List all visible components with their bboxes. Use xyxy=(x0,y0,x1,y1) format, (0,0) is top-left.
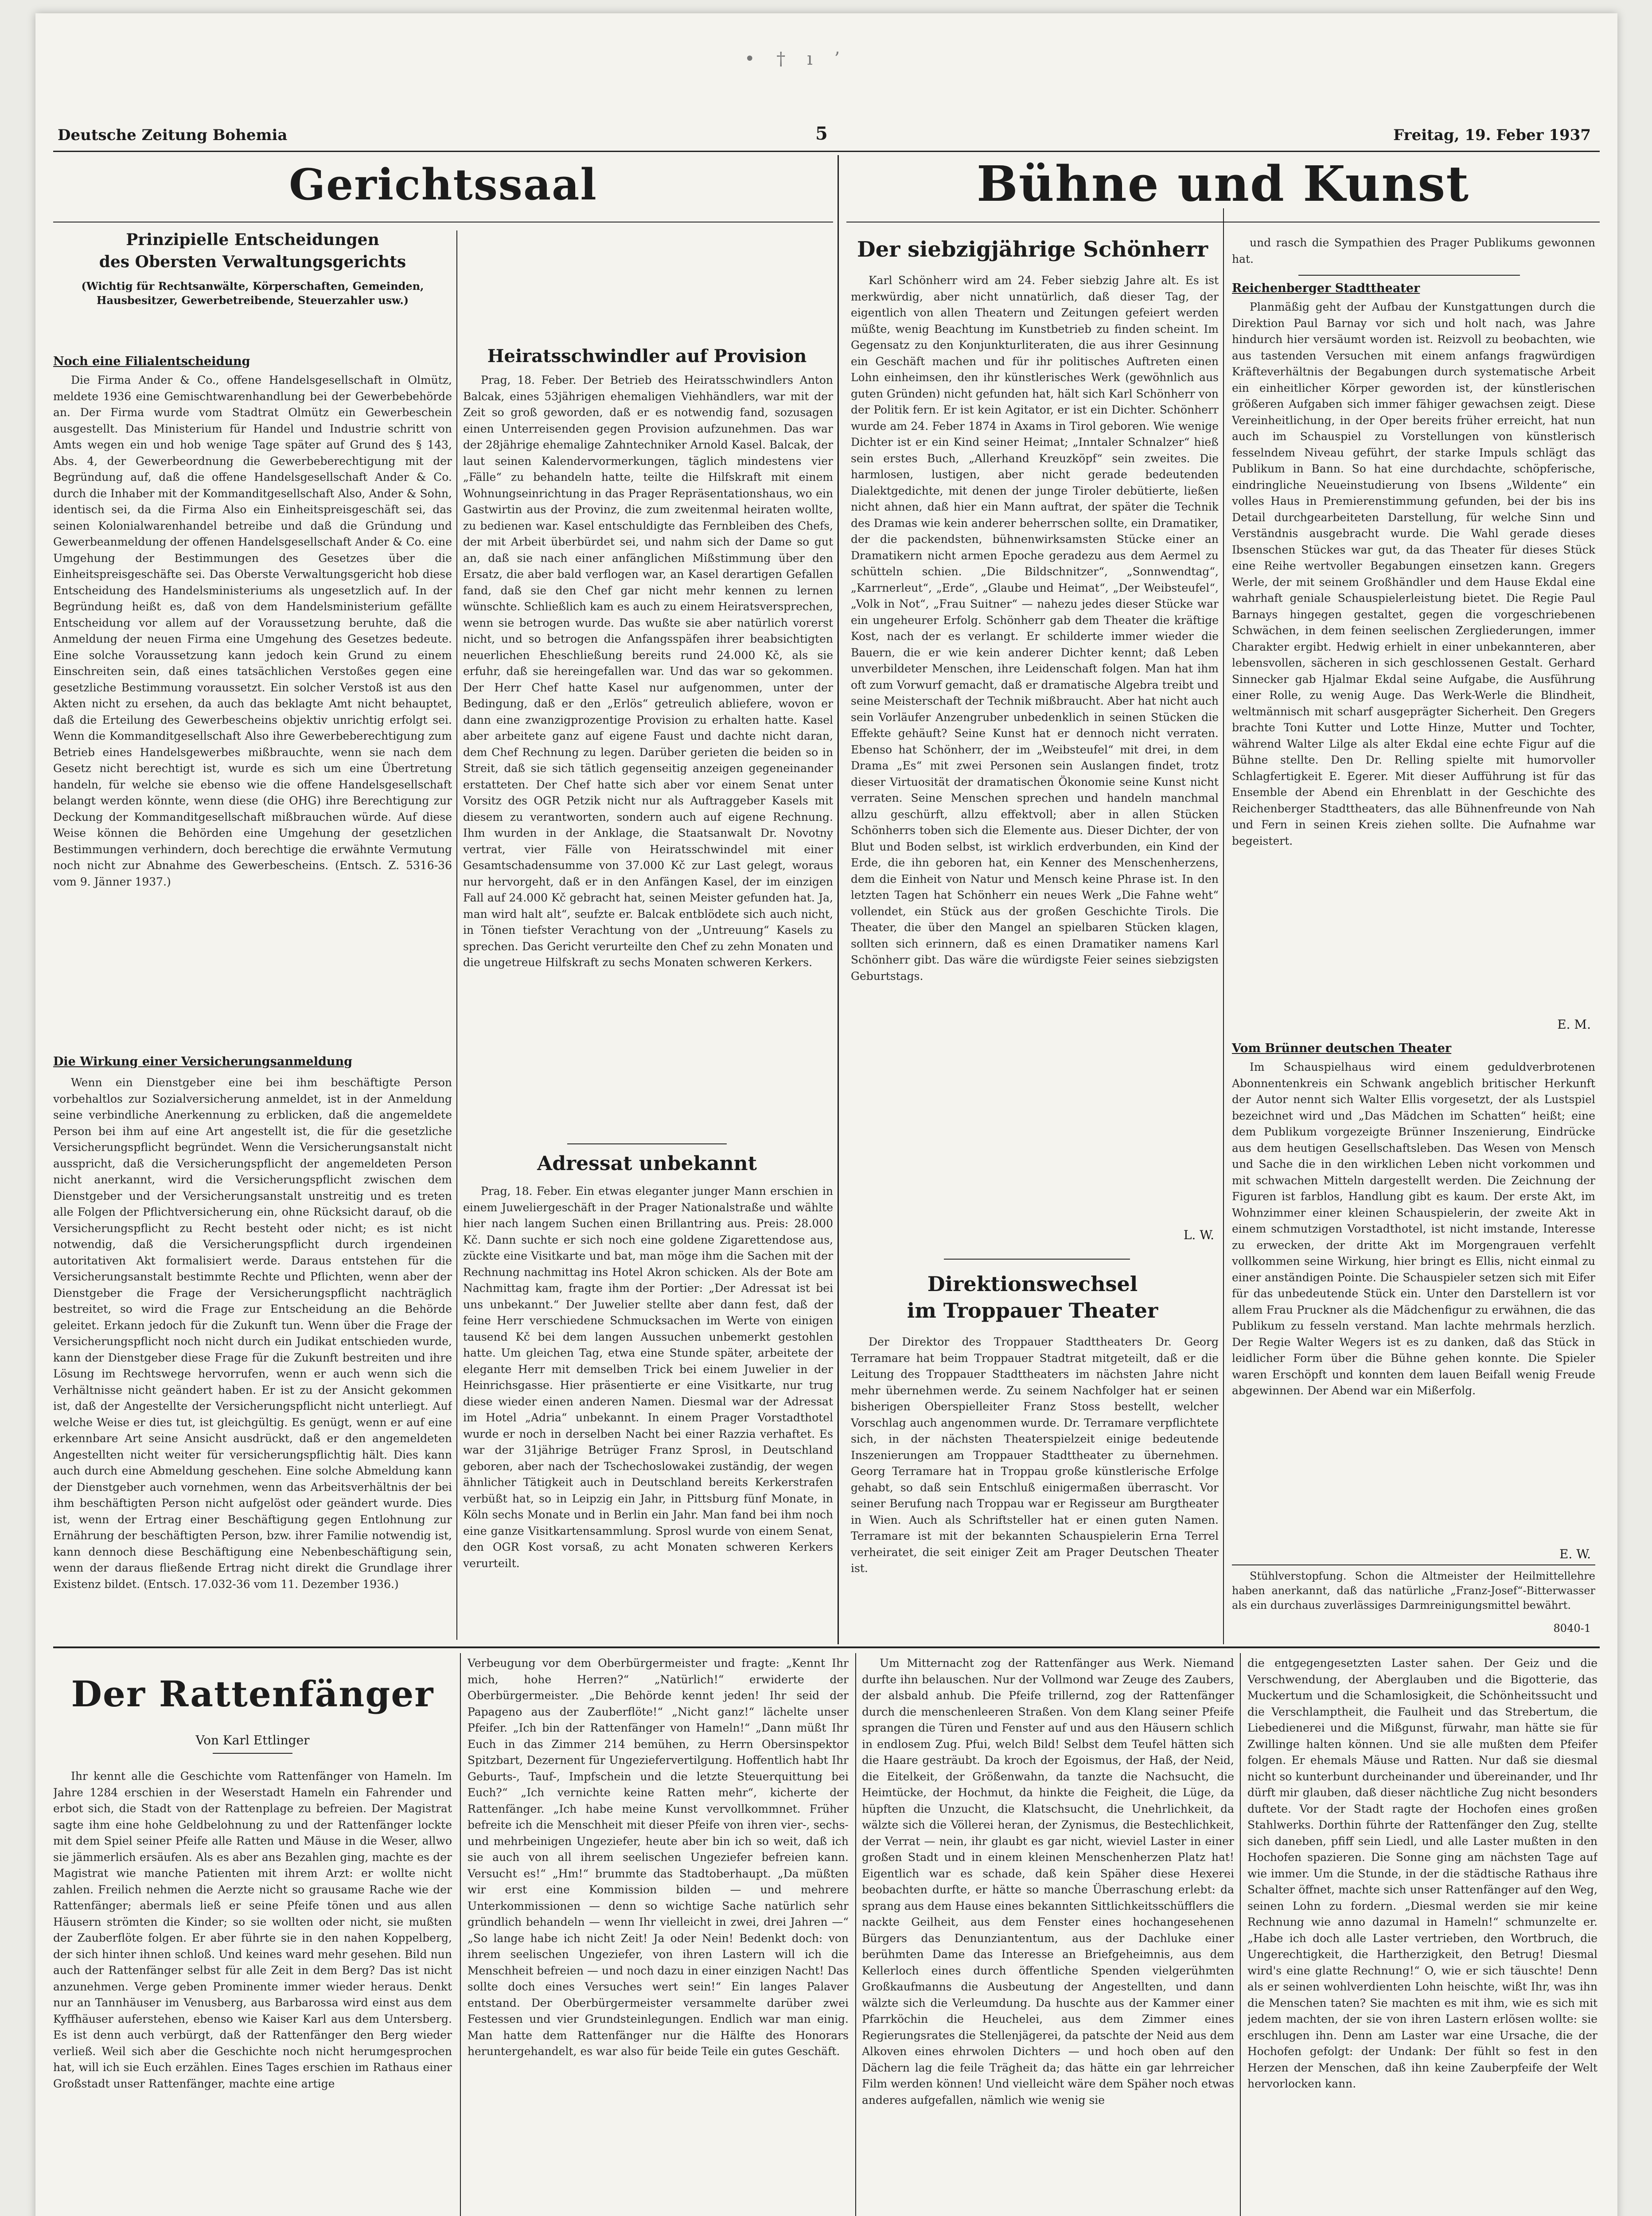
article-body xyxy=(851,273,1219,1225)
article-headline: Prinzipielle Entscheidungen xyxy=(126,230,379,249)
article-body xyxy=(463,372,833,1139)
feuilleton-column-4 xyxy=(1247,1655,1597,2216)
article-body xyxy=(53,372,452,1050)
article-body xyxy=(1232,235,1595,270)
article-subheadline: (Wichtig für Rechtsanwälte, Körperschaften, Gemeinden, Hausbesitzer, Gewerbetreibende, Steuerzahler usw.) xyxy=(81,280,424,307)
column-divider xyxy=(855,1653,856,2216)
ad-rule xyxy=(1232,1564,1595,1565)
article-separator xyxy=(567,1143,727,1144)
newspaper-page xyxy=(35,13,1617,2216)
article-headline: Direktionswechsel xyxy=(927,1272,1138,1296)
article-paragraph: Planmäßig geht der Aufbau der Kunstgattungen durch die Direktion Paul Barnay vor sich und holt nach, was Jahre hindurch hier versäumt worden ist. Reizvoll zu beobachten, wie aus tastenden Versuchen mit einem anfangs fragwürdigen Kräfteverhältnis der Begabungen durch systematische Arbeit ein einheitlicher Körper geworden ist, der künstlerischen größeren Aufgaben sich immer fähiger gewachsen zeigt. Diese Vereinheitlichung, in der Oper bereits früher erreicht, hat nun auch im Schauspiel zu Vorstellungen von künstlerisch fesselndem Niveau geführt, der starke Impuls schlägt das Publikum in Bann. So hat eine durchdachte, schöpferische, eindringliche Neueinstudierung von Ibsens „Wildente“ ein volles Haus in Premierenstimmung gefunden, bei der bis ins Detail durchgearbeiteten Darstellung, für welche Sinn und Verständnis ausgebracht wurde. Die Wahl gerade dieses Ibsenschen Stückes war gut, da das Theater für dieses Stück eine Reihe wertvoller Begabungen einsetzen kann. Gregers Werle, der mit seinem Großhändler und dem Hause Ekdal eine wahrhaft geniale Schauspielerleistung bietet. Die Regie Paul Barnays hingegen gestaltet, gegen die vorgeschriebenen Schwächen, in dem feinen seelischen Zergliederungen, immer Charakter ergibt. Hedwig erhielt in einer unbekannteren, aber lebensvollen, sächeren in sich geschlossenen Gestalt. Gerhard Sinnecker gab Hjalmar Ekdal seine Aufgabe, die Ausführung einer Rolle, zu wenig Auge. Das Werk-Werle die Blindheit, weltmännisch mit scharf ausgeprägter Sicherheit. Den Gregers brachte Toni Kutter und Lotte Hinze, Mutter und Tochter, während Walter Lilge als alter Ekdal eine echte Figur auf die Bühne stellte. Den Dr. Relling spielte mit humorvoller Schlagfertigkeit E. Egerer. Mit dieser Aufführung ist für das Ensemble der Abend ein Ehrenblatt in der Geschichte des Reichenberger Stadttheaters, das alle Bühnenfreunde von Nah und Fern in seinen Kreis ziehen sollte. Die Aufnahme war begeistert. xyxy=(1232,300,1595,847)
section-divider xyxy=(838,155,839,1644)
article-separator xyxy=(1298,275,1520,276)
article-paragraph: die entgegengesetzten Laster sahen. Der Geiz und die Verschwendung, der Aberglauben und die Bigotterie, das Muckertum und die Schamlosigkeit, die Schönheitssucht und die Verschlamptheit, die Faulheit und das Strebertum, die Liebedienerei und die Mißgunst, fürwahr, man hätte sie für Zwillinge halten können. Und sie alle mußten dem Pfeifer folgen. Er ehemals Mäuse und Ratten. Nur daß sie diesmal nicht so kunterbunt durcheinander und übereinander, und Ihr dürft mir glauben, daß dieser nächtliche Zug nicht besonders duftete. Vor der Stadt ragte der Hochofen eines großen Stahlwerks. Dorthin führte der Rattenfänger den Zug, stellte sich daneben, pfiff sein Liedl, und alle Laster mußten in den Hochofen spazieren. Die Sonne ging am nächsten Tage auf wie immer. Um die Stunde, in der die städtische Rathaus ihre Schalter öffnet, machte sich unser Rattenfänger auf den Weg, seinen Lohn zu fordern. „Diesmal werden sie mir keine Rechnung wie anno dazumal in Hameln!“ schmunzelte er. „Habe ich doch alle Laster vertrieben, den Wortbruch, die Ungerechtigkeit, die Hartherzigkeit, den Betrug! Diesmal wird's eine glatte Rechnung!“ O, wie er sich täuschte! Denn als er seinen wohlverdienten Lohn heischte, wißt Ihr, was ihn die Menschen taten? Sie machten es mit ihm, wie es sich mit jedem machten, der sie von ihren Lastern erlösen wollte: sie erschlugen ihn. Denn am Laster war eine Ursache, die der Hochofen gefolgt: der Undank: Der fühlt so fest in den Herzen der Menschen, daß ihn keine Zauberpfeife der Welt hervorlocken kann. xyxy=(1247,1657,1597,2090)
article-headline: Der siebzigjährige Schönherr xyxy=(857,237,1208,262)
newspaper-masthead: Deutsche Zeitung Bohemia xyxy=(58,126,288,144)
article-body xyxy=(851,1334,1219,1640)
advertisement xyxy=(1232,1569,1595,1622)
byline-rule xyxy=(213,1753,292,1754)
article-paragraph: Im Schauspielhaus wird einem geduldverbrotenen Abonnentenkreis ein Schwank angeblich britischer Herkunft der Autor nennt sich Walter Ellis vorgesetzt, der als Lustspiel bezeichnet wird und „Das Mädchen im Schatten“ heißt; eine dem Publikum vorgezeigte Brünner Inszenierung, Eindrücke aus dem heutigen Gesellschaftsleben. Das Wesen von Mensch und Sache die in den wirklichen Leben nicht vorkommen und mit schwachen Mitteln dargestellt werden. Die Zeichnung der Figuren ist farblos, Handlung gibt es kaum. Der erste Akt, im Wohnzimmer einer kleinen Schauspielerin, der zweite Akt in einem schmutzigen Vorstadthotel, ist nicht imstande, Interesse zu erwecken, der dritte Akt im Morgengrauen verfehlt vollkommen seine Wirkung, hier bringt es Ellis, nicht einmal zu einer anständigen Pointe. Die Schauspieler setzen sich mit Eifer für das unbedeutende Stück ein. Unter den Darstellern ist vor allem Frau Pruckner als die Mädchenfigur zu erwähnen, die das Publikum zu fesseln verstand. Man lachte mehrmals herzlich. Der Regie Walter Wegers ist es zu danken, daß das Stück in leidlicher Form über die Bühne gehen konnte. Die Spieler waren Erschöpft und konnten dem lauen Beifall wenig Freude abgewinnen. Der Abend war ein Mißerfolg. xyxy=(1232,1061,1595,1397)
article-subhead: Die Wirkung einer Versicherungsanmeldung xyxy=(53,1055,352,1069)
feuilleton-title: Der Rattenfänger xyxy=(71,1673,434,1715)
article-paragraph: Prag, 18. Feber. Der Betrieb des Heiratsschwindlers Anton Balcak, eines 53jährigen ehemaligen Viehhändlers, war mit der Zeit so groß geworden, daß er es notwendig fand, sozusagen einen Unterreisenden gegen Provision aufzunehmen. Das war der 28jährige ehemalige Zahntechniker Arnold Kasel. Balcak, der laut seinen Kalendervormerkungen, täglich mindestens vier „Fälle“ zu behandeln hatte, teilte die Hilfskraft mit einem Wohnungseinrichtung in das Prager Repräsentationshaus, wo ein Gastwirtin aus der Provinz, die zum zweitenmal heiraten wollte, zu bedienen war. Kasel entschuldigte das Fernbleiben des Chefs, der mit Arbeit überbürdet sei, und nahm sich der Dame so gut an, daß sie nach einer anfänglichen Mißstimmung über den Ersatz, die aber bald verflogen war, an Kasel derartigen Gefallen fand, daß sie den Chef gar nicht mehr kennen zu lernen wünschte. Schließlich kam es auch zu einem Heiratsversprechen, wenn sie betrogen wurde. Das wußte sie aber natürlich vorerst nicht, und so betrogen die Anfangsspäfen ihrer beabsichtigten neuerlichen Eheschließung bereits rund 24.000 Kč, als sie erfuhr, daß sie hereingefallen war. Und das war so gekommen. Der Herr Chef hatte Kasel nur aufgenommen, unter der Bedingung, daß er den „Erlös“ getreulich abliefere, wovon er dann eine zwanzigprozentige Provision zu erhalten hatte. Kasel aber arbeitete ganz auf eigene Faust und dachte nicht daran, dem Chef Rechnung zu legen. Darüber gerieten die beiden so in Streit, daß sie sich tätlich gegenseitig anzeigen gegeneinander erstatteten. Der Chef hatte sich aber vor einem Senat unter Vorsitz des OGR Petzik nicht nur als Auftraggeber Kasels mit diesem zu verantworten, sondern auch auf eigene Rechnung. Ihm wurden in der Anklage, die Staatsanwalt Dr. Novotny vertrat, vier Fälle von Heiratsschwindel mit einer Gesamtschadensumme von 37.000 Kč zur Last gelegt, woraus nur hervorgeht, daß er in den Anfängen Kasel, der im einzigen Fall auf 24.000 Kč gebracht hat, seinen Meister gefunden hat. Ja, man wird halt alt“, seufzte er. Balcak entblödete sich auch nicht, in Tönen tiefster Verachtung von der „Untreuung“ Kasels zu sprechen. Das Gericht verurteilte den Chef zu zehn Monaten und die ungetreue Hilfskraft zu sechs Monaten schweren Kerkers. xyxy=(463,374,833,969)
article-body xyxy=(1232,1059,1595,1547)
header-rule xyxy=(53,151,1600,152)
article-paragraph: Karl Schönherr wird am 24. Feber siebzig Jahre alt. Es ist merkwürdig, aber nicht unnatürlich, daß dieser Tag, der eigentlich von allen Theatern und Zeitungen gefeiert werden müßte, wenig Beachtung im Kunstbetrieb zu finden scheint. Im Gegensatz zu den Konjunkturliteraten, die aus ihrer Gesinnung ein Geschäft machen und für ihr politisches Auftreten einen Lohn einheimsen, den ihr künstlerisches Werk (gewöhnlich aus guten Gründen) nicht gefunden hat, hält sich Karl Schönherr von der Politik fern. Er ist kein Agitator, er ist ein Dichter. Schönherr wurde am 24. Feber 1874 in Axams in Tirol geboren. Wie wenige Dichter ist er ein Kind seiner Heimat; „Inntaler Schnalzer“ hieß sein erstes Buch, „Allerhand Kreuzköpf“ sein zweites. Die harmlosen, lustigen, aber nicht gerade bedeutenden Dialektgedichte, mit denen der junge Tiroler debütierte, ließen nicht ahnen, daß hier ein Mann auftrat, der später die Technik des Dramas wie kein anderer beherrschen sollte, ein Dramatiker, der die packendsten, bühnenwirksamsten Stücke einer an Dramatikern nicht armen Epoche geradezu aus dem Aermel zu schütteln schien. „Die Bildschnitzer“, „Sonnwendtag“, „Karrnerleut“, „Erde“, „Glaube und Heimat“, „Der Weibsteufel“, „Volk in Not“, „Frau Suitner“ — nahezu jedes dieser Stücke war ein ungeheurer Erfolg. Schönherr gab dem Theater die kräftige Kost, nach der es verlangt. Er schilderte immer wieder die Bauern, die er wie kein anderer Dichter kennt; daß Leben unverbildeter Menschen, ihre Leidenschaft folgen. Man hat ihm oft zum Vorwurf gemacht, daß er dramatische Algebra treibt und seine Meisterschaft der Technik mißbraucht. Aber hat nicht auch sein Vorläufer Anzengruber unbedenklich in seinen Stücken die Effekte gehäuft? Seine Kunst hat er dennoch nicht verraten. Ebenso hat Schönherr, der im „Weibsteufel“ mit drei, in dem Drama „Es“ mit zwei Personen sein Auslangen findet, trotz dieser Virtuosität der dramatischen Ökonomie seine Kunst nicht verraten. Seine Menschen sprechen und handeln manchmal allzu geschürft, allzu effektvoll; aber in allen Stücken Schönherrs toben sich die Elemente aus. Dieser Dichter, der von Blut und Boden selbst, ist wirklich erdverbunden, ein Kind der Erde, die ihn geboren hat, ein Kenner des Menschenherzens, dem die Einheit von Natur und Mensch keine Phrase ist. In den letzten Tagen hat Schönherr ein neues Werk „Die Fahne weht“ vollendet, ein Stück aus der großen Geschichte Tirols. Die Theater, die über den Mangel an spielbaren Stücken klagen, sollten sich erinnern, daß es einen Dramatiker namens Karl Schönherr gibt. Das wäre die würdigste Feier seines siebzigsten Geburtstags. xyxy=(851,274,1219,983)
article-separator xyxy=(944,1259,1130,1260)
column-divider xyxy=(1223,208,1224,1644)
page-number: 5 xyxy=(815,123,828,144)
top-margin-mark: • † ı ’ xyxy=(744,49,848,69)
column-divider xyxy=(1240,1653,1241,2216)
article-paragraph: und rasch die Sympathien des Prager Publikums gewonnen hat. xyxy=(1232,236,1595,265)
article-body xyxy=(1232,299,1595,1017)
article-signature: E. M. xyxy=(1557,1017,1591,1032)
article-paragraph: Prag, 18. Feber. Ein etwas eleganter junger Mann erschien in einem Juweliergeschäft in der Prager Nationalstraße und wählte hier nach langem Suchen einen Brillantring aus. Preis: 28.000 Kč. Dann suchte er sich noch eine goldene Zigarettendose aus, zückte eine Visitkarte und bat, man möge ihm die Sachen mit der Rechnung nachmittag ins Hotel Akron schicken. Als der Bote am Nachmittag kam, fragte ihm der Portier: „Der Adressat ist bei uns unbekannt.“ Der Juwelier stellte aber dann fest, daß der feine Herr verschiedene Schmucksachen im Werte von einigen tausend Kč bei dem langen Aussuchen unbemerkt gestohlen hatte. Um gleichen Tag, etwa eine Stunde später, arbeitete der elegante Herr mit demselben Trick bei einem Juwelier in der Heinrichsgasse. Hier präsentierte er eine Visitkarte, nur trug diese wieder einen anderen Namen. Diesmal war der Adressat im Hotel „Adria“ unbekannt. In einem Prager Vorstadthotel wurde er noch in derselben Nacht bei einer Razzia verhaftet. Es war der 31jährige Betrüger Franz Sprosl, in Deutschland geboren, aber nach der Tschechoslowakei zuständig, der wegen ähnlicher Tätigkeit auch in Deutschland bereits Kerkerstrafen verbüßt hat, so in Leipzig ein Jahr, in Pittsburg fünf Monate, in Köln sechs Monate und in Berlin ein Jahr. Man fand bei ihm noch eine ganze Visitkartensammlung. Sprosl wurde von einem Senat, den OGR Kost vorsaß, zu acht Monaten schweren Kerkers verurteilt. xyxy=(463,1185,833,1570)
feuilleton-column-1 xyxy=(53,1768,452,2216)
column-divider xyxy=(460,1653,461,2216)
article-body xyxy=(463,1183,833,1640)
section-title-buehne-und-kunst: Bühne und Kunst xyxy=(976,155,1470,212)
feuilleton-rule xyxy=(53,1646,1600,1648)
article-headline: Heiratsschwindler auf Provision xyxy=(487,346,807,367)
article-headline-line2: im Troppauer Theater xyxy=(907,1299,1158,1323)
article-body xyxy=(53,1075,452,1638)
article-paragraph: Wenn ein Dienstgeber eine bei ihm beschäftigte Person vorbehaltlos zur Sozialversicherung anmeldet, ist in der Anmeldung seine verbindliche Anerkennung zu erblicken, daß die angemeldete Person bei ihm auf eine Art angestellt ist, die für die gesetzliche Versicherungspflicht begründet. Wenn die Versicherungsanstalt nicht ausspricht, daß die Versicherungspflicht der angemeldeten Person nicht anerkannt, wird die Versicherungspflicht zwischen dem Dienstgeber und der Versicherungsanstalt unstreitig und es treten alle Folgen der Pflichtversicherung ein, ohne Rücksicht darauf, ob die Versicherungspflicht zu Recht besteht oder nicht; es ist nicht notwendig, daß die Versicherungspflicht durch irgendeinen autoritativen Akt formalisiert werde. Daraus entstehen für die Versicherungsanstalt bestimmte Rechte und Pflichten, wenn aber der Dienstgeber die Frage der Versicherungspflicht nachträglich bestreitet, so wird die Frage zur Entscheidung an die Behörde geleitet. Erkann jedoch für die Zukunft tun. Wenn über die Frage der Versicherungspflicht noch nicht durch ein Judikat entschieden wurde, kann der Dienstgeber diese Frage für die Zukunft bestreiten und ihre Lösung im Rechtswege hervorrufen, wenn er auch wenn sich die Verhältnisse nicht geändert haben. Er ist zu der Ansicht gekommen ist, daß der Angestellte der Versicherungspflicht nicht unterliegt. Auf welche Weise er dies tut, ist gleichgültig. Es genügt, wenn er auf eine erkennbare Art seine Ansicht ausdrückt, daß er den angemeldeten Angestellten nicht weiter für versicherungspflichtig hält. Dies kann auch durch eine Abmeldung geschehen. Eine solche Abmeldung kann der Dienstgeber auch vornehmen, wenn das Arbeitsverhältnis der bei ihm beschäftigten Person nicht aufgelöst oder geändert wurde. Dies ist, wenn der Ertrag einer Beschäftigung gegen Entlohnung zur Ernährung der beschäftigten Person, bzw. ihrer Familie notwendig ist, kann dennoch diese Beschäftigung eine Nebenbeschäftigung sein, wenn der daraus fließende Ertrag nicht direkt die Grundlage ihrer Existenz bildet. (Entsch. 17.032-36 vom 11. Dezember 1936.) xyxy=(53,1076,452,1591)
article-headline: Adressat unbekannt xyxy=(537,1152,757,1175)
article-paragraph: Die Firma Ander & Co., offene Handelsgesellschaft in Olmütz, meldete 1936 eine Gemischtwarenhandlung bei der Gewerbebehörde an. Der Firma wurde vom Stadtrat Olmütz ein Gewerbeschein ausgestellt. Das Ministerium für Handel und Industrie schritt von Amts wegen ein und hob wenige Tage später auf Grund des § 143, Abs. 4, der Gewerbeordnung die Gewerbeberechtigung mit der Begründung auf, daß die offene Handelsgesellschaft Ander & Co. durch die Inhaber mit der Kommanditgesellschaft Also, Ander & Sohn, identisch sei, da die Firma Also ein Einheitspreisgeschäft sei, das seinen Kolonialwarenhandel betreibe und daß die Gründung und Gewerbeanmeldung der offenen Handelsgesellschaft Ander & Co. eine Umgehung der Bestimmungen des Gesetzes über die Einheitspreisgeschäfte sei. Das Oberste Verwaltungsgericht hob diese Entscheidung des Handelsministeriums als ungesetzlich auf. In der Begründung heißt es, daß von dem Handelsministerium gefällte Entscheidung vor allem auf der Voraussetzung beruhte, daß die Anmeldung der neuen Firma eine Umgehung des Gesetzes bedeute. Eine solche Voraussetzung kann jedoch kein Grund zu einem Einschreiten sein, daß eines tatsächlichen Verstoßes gegen eine gesetzliche Bestimmung voraussetzt. Ein solcher Verstoß ist aus den Akten nicht zu ersehen, da auch das beklagte Amt nicht behauptet, daß die Erteilung des Gewerbescheins objektiv unrichtig erfolgt sei. Wenn die Kommanditgesellschaft Also ihre Gewerbeberechtigung zum Betrieb eines Handelsgewerbes mißbrauchte, wenn sie nach dem Gesetz nicht berechtigt ist, wurde es sich um eine Übertretung handeln, für welche sie ebenso wie die offene Handelsgesellschaft belangt werden könnte, wenn diese (die OHG) ihre Berechtigung zur Deckung der Kommanditgesellschaft mißbrauchen würde. Auf diese Weise können die Behörden eine Umgehung der gesetzlichen Bestimmungen verhindern, doch berechtige die erwähnte Vermutung noch nicht zur Abnahme des Gewerbescheins. (Entsch. Z. 5316-36 vom 9. Jänner 1937.) xyxy=(53,374,452,888)
article-signature: L. W. xyxy=(1183,1228,1214,1242)
article-paragraph: Der Direktor des Troppauer Stadttheaters Dr. Georg Terramare hat beim Troppauer Stadtrat mitgeteilt, daß er die Leitung des Troppauer Stadttheaters im nächsten Jahre nicht mehr übernehmen werde. Zu seinem Nachfolger hat er seinen bisherigen Oberspielleiter Franz Stoss bestellt, welcher Vorschlag auch angenommen wurde. Dr. Terramare verpflichtete sich, in der nächsten Theaterspielzeit einige bedeutende Inszenierungen am Troppauer Stadttheater zu übernehmen. Georg Terramare hat in Troppau große künstlerische Erfolge gehabt, so daß sein Entschluß einigermaßen überrascht. Vor seiner Berufung nach Troppau war er Regisseur am Burgtheater in Wien. Auch als Schriftsteller hat er einen guten Namen. Terramare ist mit der bekannten Schauspielerin Erna Terrel verheiratet, die seit einiger Zeit am Prager Deutschen Theater ist. xyxy=(851,1335,1219,1575)
ad-text: Stühlverstopfung. Schon die Altmeister der Heilmittellehre haben anerkannt, daß das natürliche „Franz-Josef“-Bitterwasser als ein durchaus zuverlässiges Darmreinigungsmittel bewährt. xyxy=(1232,1570,1595,1611)
column-divider xyxy=(456,230,457,1640)
article-paragraph: Ihr kennt alle die Geschichte vom Rattenfänger von Hameln. Im Jahre 1284 erschien in der Weserstadt Hameln ein Fahrender und erbot sich, die Stadt von der Rattenplage zu befreien. Der Magistrat sagte ihm eine hohe Geldbelohnung zu und der Rattenfänger lockte mit dem Spiel seiner Pfeife alle Ratten und Mäuse in die Weser, allwo sie jämmerlich ersäufen. Als es aber ans Bezahlen ging, machte es der Magistrat wie manche Patienten mit ihrem Arzt: er wollte nicht zahlen. Freilich nehmen die Aerzte nicht so grausame Rache wie der Rattenfänger; abermals ließ er seine Pfeife tönen und aus allen Häusern strömten die Kinder; so sie wollten oder nicht, sie mußten der Zauberflöte folgen. Er aber führte sie in den nahen Koppelberg, der sich hinter ihnen schloß. Und keines ward mehr gesehen. Bild nun auch der Rattenfänger selbst für alle Zeit in dem Berg? Das ist nicht anzunehmen. Verge geben Prominente immer wieder heraus. Denkt nur an Tannhäuser im Venusberg, aus Barbarossa wird einst aus dem Kyffhäuser auferstehen, ebenso wie Kaiser Karl aus dem Untersberg. Es ist denn auch verbürgt, daß der Rattenfänger den Berg wieder verließ. Weil sich aber die Geschichte noch nicht herumgesprochen hat, will ich sie Euch erzählen. Eines Tages erschien im Rathaus einer Großstadt unser Rattenfänger, machte eine artige xyxy=(53,1770,452,2090)
article-headline-line2: des Obersten Verwaltungsgerichts xyxy=(99,253,406,271)
article-signature: E. W. xyxy=(1559,1547,1591,1561)
ad-code: 8040-1 xyxy=(1553,1622,1591,1635)
feuilleton-column-2 xyxy=(468,1655,849,2216)
article-paragraph: Um Mitternacht zog der Rattenfänger aus Werk. Niemand durfte ihn belauschen. Nur der Vollmond war Zeuge des Zaubers, der alsbald anhub. Die Pfeife trillernd, zog der Rattenfänger durch die menschenleeren Straßen. Von dem Klang seiner Pfeife sprangen die Türen und Fenster auf und aus den Häusern schlich in endlosem Zug. Pfui, welch Bild! Selbst dem Teufel hätten sich die Haare gesträubt. Da kroch der Egoismus, der Haß, der Neid, die Eitelkeit, der Größenwahn, da tanzte die Nachsucht, die Heimtücke, der Hochmut, da hinkte die Feigheit, die Lüge, da hüpften die Unzucht, die Klatschsucht, die Unehrlichkeit, da wälzte sich die Völlerei heran, der Zynismus, die Bestechlichkeit, der Verrat — nein, ihr glaubt es gar nicht, wieviel Laster in einer großen Stadt und in einem kleinen Menschenherzen Platz hat! Eigentlich war es schade, daß kein Späher diese Hexerei beobachten durfte, er hätte so manche Überraschung erlebt: da sprang aus dem Hause eines bekannten Sittlichkeitsschüfflers die nackte Geilheit, aus dem Fenster eines hochangesehenen Bürgers das Denunziantentum, aus der Dachluke einer berühmten Dame das Interesse an Briefgeheimnis, aus dem Kellerloch eines durch öffentliche Spenden vielgerühmten Großkaufmanns die Ausbeutung der Angestellten, und dann wälzte sich die Verleumdung. Da huschte aus der Kammer einer Pfarrköchin die Heuchelei, aus dem Zimmer eines Regierungsrates die Stellenjägerei, da patschte der Neid aus dem Alkoven eines ehrwolen Dichters — und hoch oben auf den Dächern lag die feile Trägheit da; das hätte ein gar lehrreicher Film werden können! Und vielleicht wäre dem Späher noch etwas anderes aufgefallen, nämlich wie wenig sie xyxy=(862,1657,1234,2107)
article-subhead: Noch eine Filialentscheidung xyxy=(53,355,250,368)
section-title-gerichtssaal: Gerichtssaal xyxy=(289,160,597,210)
issue-date: Freitag, 19. Feber 1937 xyxy=(1393,126,1591,144)
feuilleton-byline: Von Karl Ettlinger xyxy=(195,1733,310,1748)
article-subhead: Reichenberger Stadttheater xyxy=(1232,281,1420,295)
feuilleton-column-3 xyxy=(862,1655,1234,2216)
article-paragraph: Verbeugung vor dem Oberbürgermeister und fragte: „Kennt Ihr mich, hohe Herren?“ „Natürlich!“ erwiderte der Oberbürgermeister. „Die Behörde kennt jeden! Ihr seid der Papageno aus der Zauberflöte!“ „Nicht ganz!“ lächelte unser Pfeifer. „Ich bin der Rattenfänger von Hameln!“ „Dann müßt Ihr Euch in das Zimmer 214 bemühen, zu Herrn Obersinspektor Spitzbart, Dezernent für Ungeziefervertilgung. Hoffentlich habt Ihr Geburts-, Tauf-, Impfschein und die letzte Steuerquittung bei Euch?“ „Ich vernichte keine Ratten mehr“, kicherte der Rattenfänger. „Ich habe meine Kunst vervollkommnet. Früher befreite ich die Menschheit mit dieser Pfeife von ihren vier-, sechs- und mehrbeinigen Ungeziefer, heute aber bin ich so weit, daß ich sie auch von all ihrem seelischen Ungeziefer befreien kann. Versucht es!“ „Hm!“ brummte das Stadtoberhaupt. „Da müßten wir erst eine Kommission bilden — und mehrere Unterkommissionen — denn so wichtige Sache natürlich sehr gründlich behandeln — wenn Ihr vielleicht in zwei, drei Jahren —“ „So lange habe ich nicht Zeit! Ja oder Nein! Bedenkt doch: von ihrem seelischen Ungeziefer, von ihren Lastern will ich die Menschheit befreien — und noch dazu in einer einzigen Nacht! Das sollte doch eines Versuches wert sein!“ Ein langes Palaver entstand. Der Oberbürgermeister versammelte darüber zwei Festessen und vier Grundsteinlegungen. Endlich war man einig. Man hatte dem Rattenfänger nur die Hälfte des Honorars heruntergehandelt, es war also für beide Teile ein gutes Geschäft. xyxy=(468,1657,849,2058)
article-subhead: Vom Brünner deutschen Theater xyxy=(1232,1042,1452,1055)
